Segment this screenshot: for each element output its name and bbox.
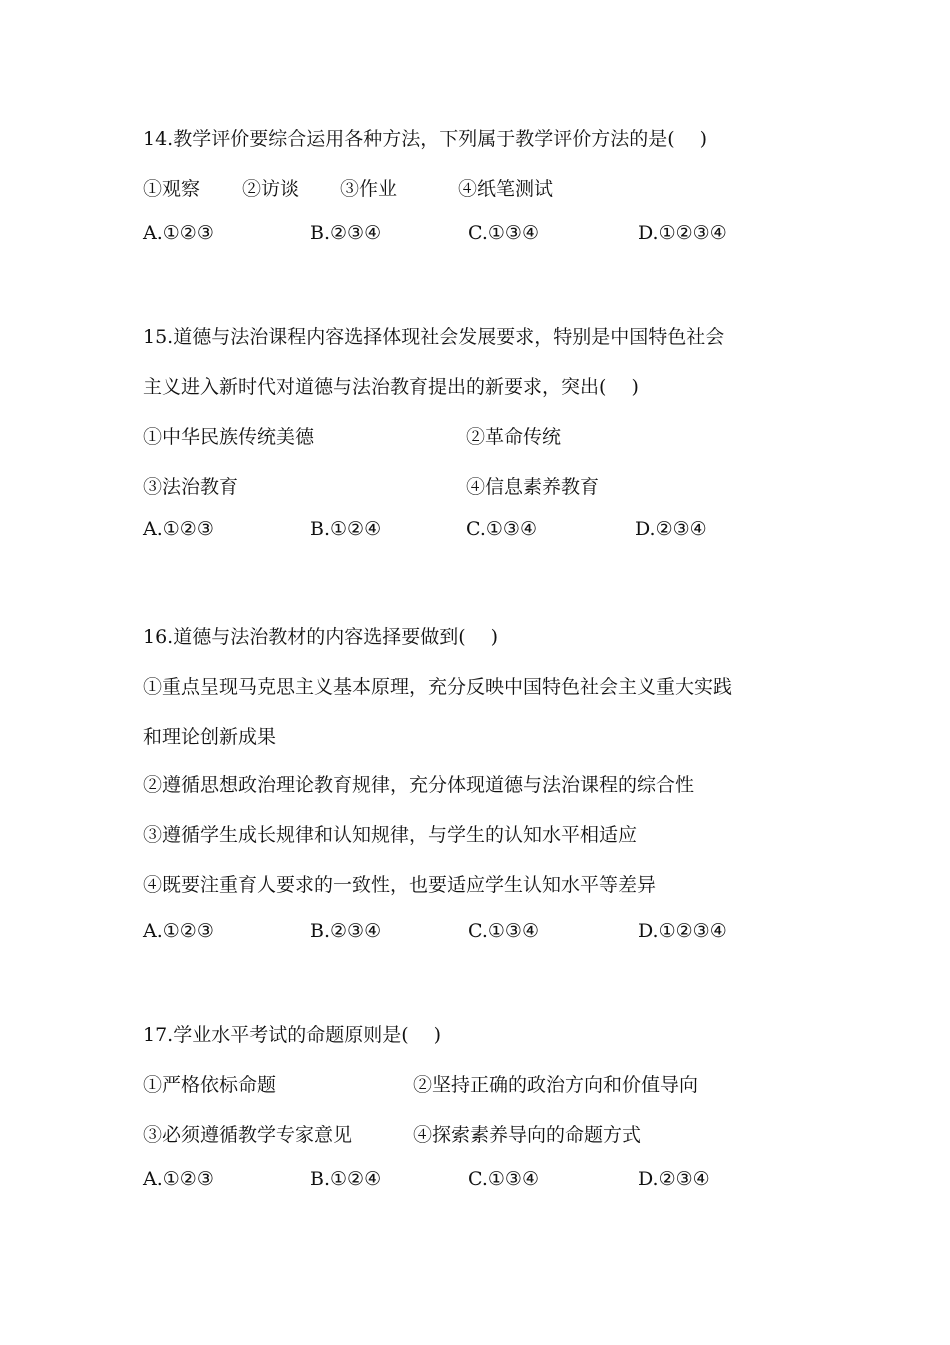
- question-stem: 15.道德与法治课程内容选择体现社会发展要求，特别是中国特色社会: [143, 326, 725, 348]
- answer-option-d[interactable]: D.①②③④: [638, 222, 727, 244]
- choice-items-row: [0, 1072, 950, 1098]
- answer-option-a[interactable]: A.①②③: [143, 1168, 214, 1190]
- choice-items-row: [0, 176, 950, 202]
- answer-option-d[interactable]: D.②③④: [635, 518, 707, 540]
- answer-option-c[interactable]: C.①③④: [468, 920, 539, 942]
- choice-item: ②革命传统: [466, 426, 562, 448]
- choice-item: ④既要注重育人要求的一致性，也要适应学生认知水平等差异: [143, 874, 657, 896]
- answer-option-d[interactable]: D.①②③④: [638, 920, 727, 942]
- choice-item: ①严格依标命题: [143, 1074, 277, 1096]
- question-stem: 14.教学评价要综合运用各种方法，下列属于教学评价方法的是( ): [143, 128, 708, 150]
- choice-items-row: [0, 424, 950, 450]
- choice-item: ④探索素养导向的命题方式: [413, 1124, 642, 1146]
- question-stem: 17.学业水平考试的命题原则是( ): [143, 1024, 442, 1046]
- choice-item: ④纸笔测试: [458, 178, 554, 200]
- choice-item: ②坚持正确的政治方向和价值导向: [413, 1074, 699, 1096]
- choice-item: ③必须遵循教学专家意见: [143, 1124, 353, 1146]
- answer-option-a[interactable]: A.①②③: [143, 920, 214, 942]
- answer-option-b[interactable]: B.①②④: [310, 1168, 382, 1190]
- choice-item: ①重点呈现马克思主义基本原理，充分反映中国特色社会主义重大实践: [143, 676, 733, 698]
- choice-item: ②遵循思想政治理论教育规律，充分体现道德与法治课程的综合性: [143, 774, 695, 796]
- answer-option-a[interactable]: A.①②③: [143, 518, 214, 540]
- question-stem: 主义进入新时代对道德与法治教育提出的新要求，突出( ): [143, 376, 639, 398]
- choice-item: ②访谈: [242, 178, 300, 200]
- choice-item: ③遵循学生成长规律和认知规律，与学生的认知水平相适应: [143, 824, 638, 846]
- answer-option-c[interactable]: C.①③④: [468, 1168, 539, 1190]
- choice-item: ①中华民族传统美德: [143, 426, 315, 448]
- choice-items-row: [0, 474, 950, 500]
- answer-option-b[interactable]: B.②③④: [310, 222, 382, 244]
- answer-option-c[interactable]: C.①③④: [466, 518, 537, 540]
- question-stem: 16.道德与法治教材的内容选择要做到( ): [143, 626, 499, 648]
- choice-item: ③法治教育: [143, 476, 239, 498]
- answer-option-b[interactable]: B.①②④: [310, 518, 382, 540]
- answer-option-d[interactable]: D.②③④: [638, 1168, 710, 1190]
- answer-options-row: [0, 516, 950, 542]
- answer-options-row: [0, 918, 950, 944]
- answer-options-row: [0, 1166, 950, 1192]
- choice-item: ①观察: [143, 178, 201, 200]
- choice-item: 和理论创新成果: [143, 726, 277, 748]
- answer-option-c[interactable]: C.①③④: [468, 222, 539, 244]
- choice-item: ③作业: [340, 178, 398, 200]
- choice-items-row: [0, 1122, 950, 1148]
- choice-item: ④信息素养教育: [466, 476, 600, 498]
- answer-options-row: [0, 220, 950, 246]
- answer-option-a[interactable]: A.①②③: [143, 222, 214, 244]
- answer-option-b[interactable]: B.②③④: [310, 920, 382, 942]
